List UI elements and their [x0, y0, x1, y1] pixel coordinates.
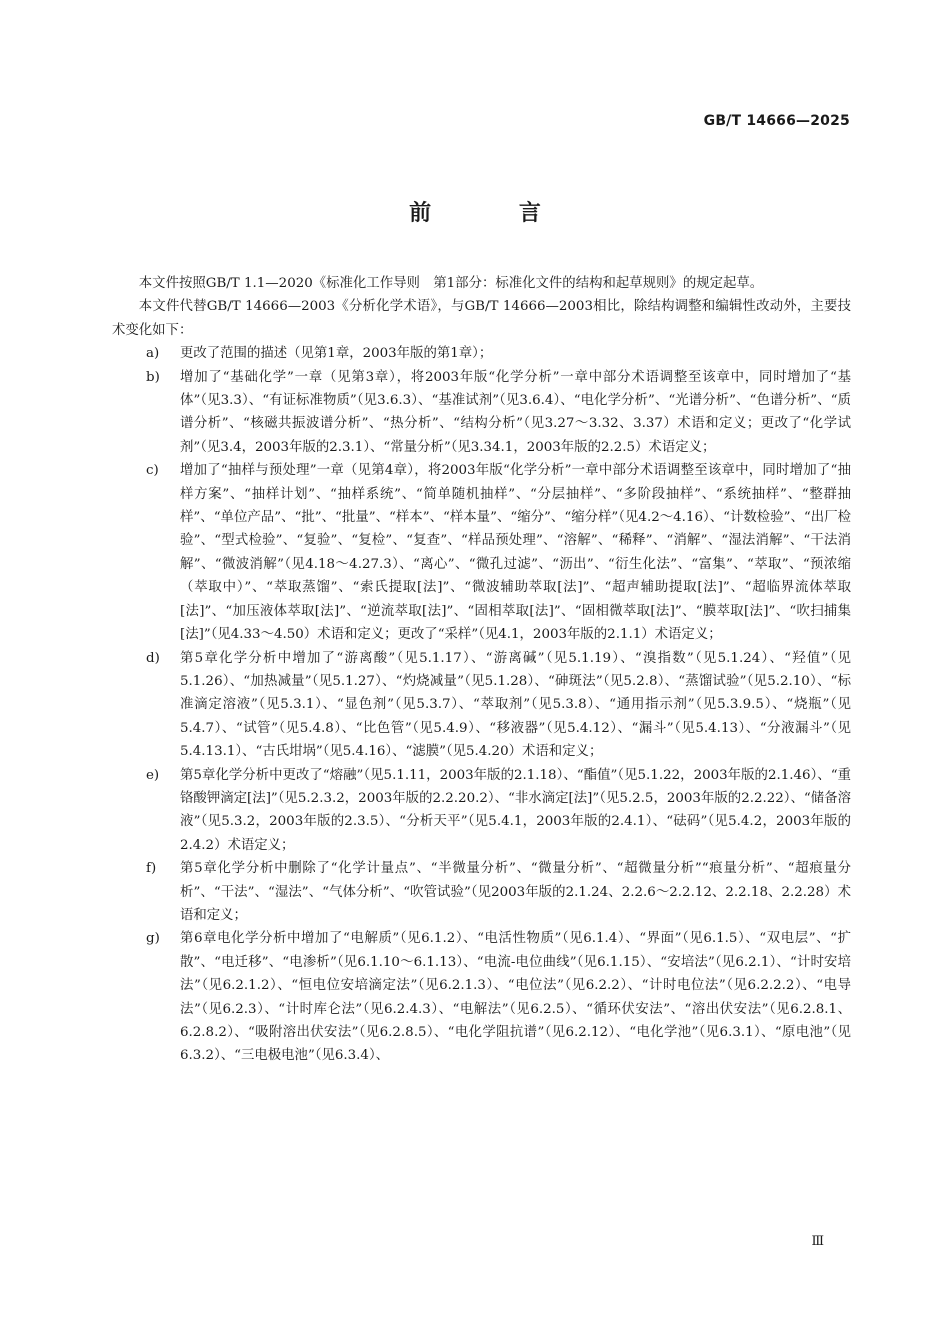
document-body	[112, 272, 851, 1068]
list-marker: e)	[146, 767, 160, 783]
list-item	[112, 857, 851, 927]
list-item-text: 第5章化学分析中删除了“化学计量点”、“半微量分析”、“微量分析”、“超微量分析”“痕量分析”、“超痕量分析”、“干法”、“湿法”、“气体分析”、“吹管试验”（见2003年版的2.1.24、2.2.6～2.2.12、2.2.18、2.2.28）术语和定义；	[180, 861, 851, 923]
list-item-text: 增加了“基础化学”一章（见第3章），将2003年版“化学分析”一章中部分术语调整至该章中，同时增加了“基体”（见3.3）、“有证标准物质”（见3.6.3）、“基准试剂”（见3.6.4）、“电化学分析”、“光谱分析”、“色谱分析”、“质谱分析”、“核磁共振波谱分析”、“热分析”、“结构分析”（见3.27～3.32、3.37）术语和定义；更改了“化学试剂”（见3.4，2003年版的2.3.1）、“常量分析”（见3.34.1，2003年版的2.2.5）术语定义；	[180, 369, 851, 455]
page-number: Ⅲ	[811, 1234, 824, 1249]
list-marker: c)	[146, 463, 159, 479]
list-item	[112, 764, 851, 858]
intro-paragraph-replacement: 本文件代替GB/T 14666—2003《分析化学术语》，与GB/T 14666—2003相比，除结构调整和编辑性改动外，主要技术变化如下：	[112, 299, 851, 338]
technical-changes-list	[112, 342, 851, 1068]
list-item	[112, 342, 851, 365]
page-title: 前 言	[409, 201, 581, 226]
list-item-text: 第5章化学分析中更改了“熔融”（见5.1.11，2003年版的2.1.18）、“酯值”（见5.1.22，2003年版的2.1.46）、“重铬酸钾滴定[法]”（见5.2.3.2，2003年版的2.2.20.2）、“非水滴定[法]”（见5.2.5，2003年版的2.2.22）、“储备溶液”（见5.3.2，2003年版的2.3.5）、“分析天平”（见5.4.1，2003年版的2.4.1）、“砝码”（见5.4.2，2003年版的2.4.2）术语定义；	[180, 767, 851, 853]
list-marker: g)	[146, 931, 160, 947]
list-item-text: 第6章电化学分析中增加了“电解质”（见6.1.2）、“电活性物质”（见6.1.4）、“界面”（见6.1.5）、“双电层”、“扩散”、“电迁移”、“电渗析”（见6.1.10～6.1.13）、“电流-电位曲线”（见6.1.15）、“安培法”（见6.2.1）、“计时安培法”（见6.2.1.2）、“恒电位安培滴定法”（见6.2.1.3）、“电位法”（见6.2.2）、“计时电位法”（见6.2.2.2）、“电导法”（见6.2.3）、“计时库仑法”（见6.2.4.3）、“电解法”（见6.2.5）、“循环伏安法”、“溶出伏安法”（见6.2.8.1、6.2.8.2）、“吸附溶出伏安法”（见6.2.8.5）、“电化学阻抗谱”（见6.2.12）、“电化学池”（见6.3.1）、“原电池”（见6.3.2）、“三电极电池”（见6.3.4）、	[180, 931, 851, 1064]
list-item	[112, 647, 851, 764]
list-marker: a)	[146, 346, 160, 362]
list-item	[112, 366, 851, 460]
list-marker: d)	[146, 650, 160, 666]
intro-paragraph-drafting: 本文件按照GB/T 1.1—2020《标准化工作导则 第1部分：标准化文件的结构和起草规则》的规定起草。	[138, 276, 764, 291]
list-marker: b)	[146, 369, 160, 385]
list-item-text: 更改了范围的描述（见第1章，2003年版的第1章）；	[180, 346, 493, 362]
standard-code: GB/T 14666—2025	[703, 113, 850, 129]
list-marker: f)	[146, 861, 157, 877]
list-item	[112, 927, 851, 1067]
list-item	[112, 459, 851, 646]
list-item-text: 增加了“抽样与预处理”一章（见第4章），将2003年版“化学分析”一章中部分术语调整至该章中，同时增加了“抽样方案”、“抽样计划”、“抽样系统”、“简单随机抽样”、“分层抽样”、“多阶段抽样”、“系统抽样”、“整群抽样”、“单位产品”、“批”、“批量”、“样本”、“样本量”、“缩分”、“缩分样”（见4.2～4.16）、“计数检验”、“出厂检验”、“型式检验”、“复验”、“复检”、“复查”、“样品预处理”、“溶解”、“稀释”、“消解”、“湿法消解”、“干法消解”、“微波消解”（见4.18～4.27.3）、“离心”、“微孔过滤”、“沥出”、“衍生化法”、“富集”、“萃取”、“预浓缩（萃取中）”、“萃取蒸馏”、“索氏提取[法]”、“微波辅助萃取[法]”、“超声辅助提取[法]”、“超临界流体萃取[法]”、“加压液体萃取[法]”、“逆流萃取[法]”、“固相萃取[法]”、“固相微萃取[法]”、“膜萃取[法]”、“吹扫捕集[法]”（见4.33～4.50）术语和定义；更改了“采样”（见4.1，2003年版的2.1.1）术语定义；	[180, 463, 851, 643]
list-item-text: 第5章化学分析中增加了“游离酸”（见5.1.17）、“游离碱”（见5.1.19）、“溴指数”（见5.1.24）、“羟值”（见5.1.26）、“加热减量”（见5.1.27）、“灼烧减量”（见5.1.28）、“砷斑法”（见5.2.8）、“蒸馏试验”（见5.2.10）、“标准滴定溶液”（见5.3.1）、“显色剂”（见5.3.7）、“萃取剂”（见5.3.8）、“通用指示剂”（见5.3.9.5）、“烧瓶”（见5.4.7）、“试管”（见5.4.8）、“比色管”（见5.4.9）、“移液器”（见5.4.12）、“漏斗”（见5.4.13）、“分液漏斗”（见5.4.13.1）、“古氏坩埚”（见5.4.16）、“滤膜”（见5.4.20）术语和定义；	[180, 650, 851, 760]
